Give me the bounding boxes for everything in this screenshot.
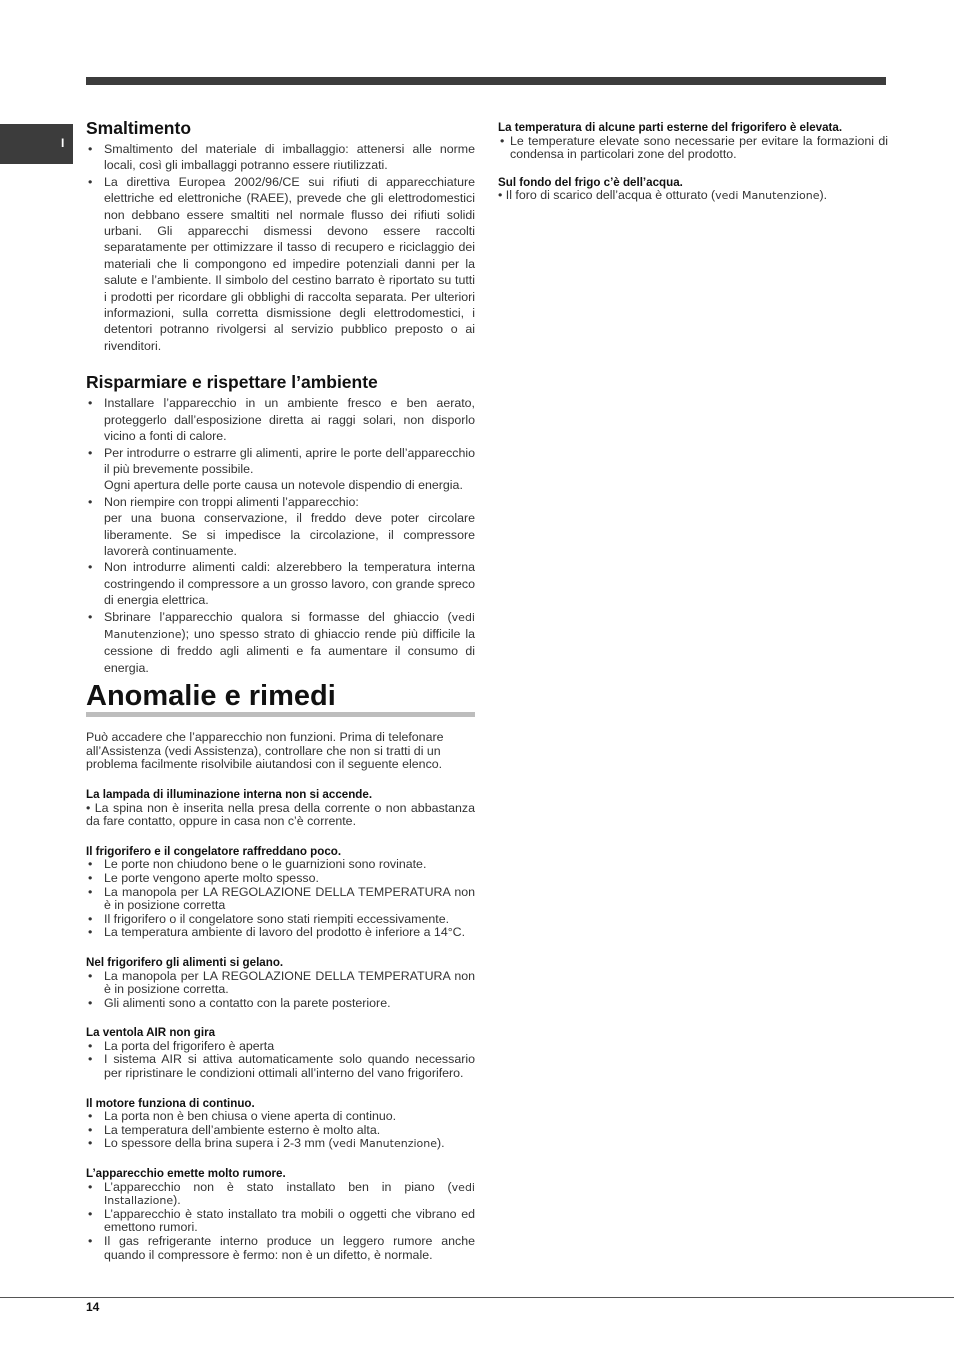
list-item: • Le porte vengono aperte molto spesso.: [86, 872, 475, 886]
list-item-text: Per introdurre o estrarre gli alimenti, aprire le porte dell’apparecchio il più brevemente possibile.: [104, 445, 475, 476]
smaltimento-heading: Smaltimento: [86, 118, 192, 138]
list-item-text: ).: [437, 1136, 445, 1151]
list-item: • La direttiva Europea 2002/96/CE sui rifiuti di apparecchiature elettriche ed elettroniche (RAEE), prevede che gli elettrodomestici non debbano essere smaltiti nel normale flusso dei rifiuti solidi urbani. Gli apparecchi dismessi devono essere raccolti separatamente per ottimizzare il tasso di recupero e riciclaggio dei materiali che li compongono ed impedire potenziali danni per la salute e l’ambiente. Il simbolo del cestino barrato è riportato su tutti i prodotti per ricordare gli obblighi di raccolta separata. Per ulteriori informazioni, sulla corretta dismissione degli elettrodomestici, i detentori potranno rivolgersi al servizio pubblico preposto o ai rivenditori.: [86, 174, 475, 354]
anomalie-title: Anomalie e rimedi: [86, 680, 475, 717]
list-item: [86, 494, 475, 560]
list-item: • Smaltimento del materiale di imballaggio: attenersi alle norme locali, così gli imballaggi potranno essere riutilizzati.: [86, 141, 475, 174]
anomalie-intro: Può accadere che l’apparecchio non funzioni. Prima di telefonare all’Assistenza (vedi Assistenza), controllare che non si tratti di un problema facilmente risolvibile aiutandosi con il seguente elenco.: [86, 730, 444, 772]
cross-reference: vedi Manutenzione: [715, 189, 820, 203]
problem-list: [498, 135, 888, 162]
problem-title: Il frigorifero e il congelatore raffreddano poco.: [86, 844, 342, 858]
problem-list: [86, 1040, 475, 1081]
problem-title: La ventola AIR non gira: [86, 1026, 216, 1040]
list-item: • I sistema AIR si attiva automaticamente solo quando necessario per ripristinare le condizioni ottimali all’interno del vano frigorifero.: [86, 1053, 475, 1080]
list-item: • Il gas refrigerante interno produce un leggero rumore anche quando il compressore è fermo: non è un difetto, è normale.: [86, 1235, 475, 1262]
list-item-text: Non riempire con troppi alimenti l’apparecchio:: [104, 494, 359, 509]
list-item-extra: Ogni apertura delle porte causa un notevole dispendio di energia.: [104, 478, 463, 493]
language-tab: [0, 124, 73, 164]
problem-text-main: • Il foro di scarico dell’acqua è otturato (: [498, 188, 716, 203]
problem-title: La lampada di illuminazione interna non si accende.: [86, 787, 373, 801]
list-item: [86, 445, 475, 494]
problem-rumore: [86, 1167, 475, 1262]
smaltimento-list: [86, 141, 475, 354]
list-item-text: ).: [173, 1193, 181, 1208]
problem-motore: [86, 1097, 475, 1151]
list-item: • La porta non è ben chiusa o viene aperta di continuo.: [86, 1110, 475, 1124]
left-column: [86, 118, 475, 1262]
problem-text: [498, 189, 888, 203]
problem-acqua: [498, 176, 888, 203]
problem-list: [86, 1110, 475, 1151]
list-item-text: Lo spessore della brina supera i 2-3 mm (: [104, 1136, 333, 1151]
page-number: 14: [86, 1300, 100, 1314]
risparmiare-list: [86, 395, 475, 676]
list-item: [86, 559, 475, 608]
list-item-text: Sbrinare l’apparecchio qualora si formasse del ghiaccio (: [104, 609, 452, 624]
list-item: • Il frigorifero o il congelatore sono stati riempiti eccessivamente.: [86, 913, 475, 927]
list-item-text: Installare l’apparecchio in un ambiente fresco e ben aerato, proteggerlo dall’esposizione diretta ai raggi solari, non disporlo vicino a fonti di calore.: [104, 396, 475, 444]
problem-title: L’apparecchio emette molto rumore.: [86, 1167, 286, 1181]
cross-reference: vedi Manutenzione: [332, 1137, 437, 1151]
list-item-text: ); uno spesso strato di ghiaccio rende più difficile la cessione di freddo agli alimenti e fa aumentare il consumo di energia.: [104, 626, 475, 675]
problem-list: [86, 858, 475, 940]
problem-raffreddano: [86, 845, 475, 940]
bottom-rule: [0, 1297, 954, 1298]
list-item: • La temperatura ambiente di lavoro del prodotto è inferiore a 14°C.: [86, 926, 475, 940]
list-item: • Le porte non chiudono bene o le guarnizioni sono rovinate.: [86, 858, 475, 872]
problem-lampada: [86, 788, 475, 829]
list-item: [86, 609, 475, 677]
list-item-text: L’apparecchio non è stato installato ben in piano (: [104, 1179, 452, 1194]
problem-text: • La spina non è inserita nella presa della corrente o non abbastanza da fare contatto, oppure in casa non c’è corrente.: [86, 800, 475, 829]
problem-text-after: ).: [819, 188, 828, 203]
list-item: • La temperatura dell’ambiente esterno è molto alta.: [86, 1124, 475, 1138]
problem-list: [86, 970, 475, 1011]
list-item: [86, 1137, 475, 1151]
language-tab-label: I: [61, 136, 65, 150]
problem-list: [86, 1181, 475, 1263]
top-rule: [86, 77, 886, 85]
cross-reference: vedi Manutenzione: [104, 610, 475, 641]
problem-title: Nel frigorifero gli alimenti si gelano.: [86, 955, 284, 969]
list-item: [86, 395, 475, 444]
list-item: • La porta del frigorifero è aperta: [86, 1040, 475, 1054]
problem-gelano: [86, 956, 475, 1010]
list-item-extra: per una buona conservazione, il freddo deve poter circolare liberamente. Se si impedisce la circolazione, il compressore lavorerà continuamente.: [104, 511, 475, 558]
list-item: • L’apparecchio è stato installato tra mobili o oggetti che vibrano ed emettono rumori.: [86, 1208, 475, 1235]
list-item: • La manopola per LA REGOLAZIONE DELLA TEMPERATURA non è in posizione corretta: [86, 886, 475, 913]
list-item: • La manopola per LA REGOLAZIONE DELLA TEMPERATURA non è in posizione corretta.: [86, 970, 475, 997]
problem-title: Il motore funziona di continuo.: [86, 1096, 255, 1110]
list-item: • Le temperature elevate sono necessarie per evitare la formazioni di condensa in particolari zone del prodotto.: [498, 135, 888, 162]
list-item: [86, 1181, 475, 1208]
risparmiare-heading: Risparmiare e rispettare l’ambiente: [86, 372, 378, 393]
cross-reference: vedi Installazione: [104, 1180, 475, 1208]
right-column: [498, 121, 888, 203]
problem-title: La temperatura di alcune parti esterne del frigorifero è elevata.: [498, 121, 843, 134]
list-item-text: Non introdurre alimenti caldi: alzerebbero la temperatura interna costringendo il compressore a un grosso lavoro, con grande spreco di energia elettrica.: [104, 560, 475, 608]
list-item: • Gli alimenti sono a contatto con la parete posteriore.: [86, 997, 475, 1011]
problem-title: Sul fondo del frigo c’è dell’acqua.: [498, 175, 683, 189]
problem-ventola: [86, 1026, 475, 1080]
